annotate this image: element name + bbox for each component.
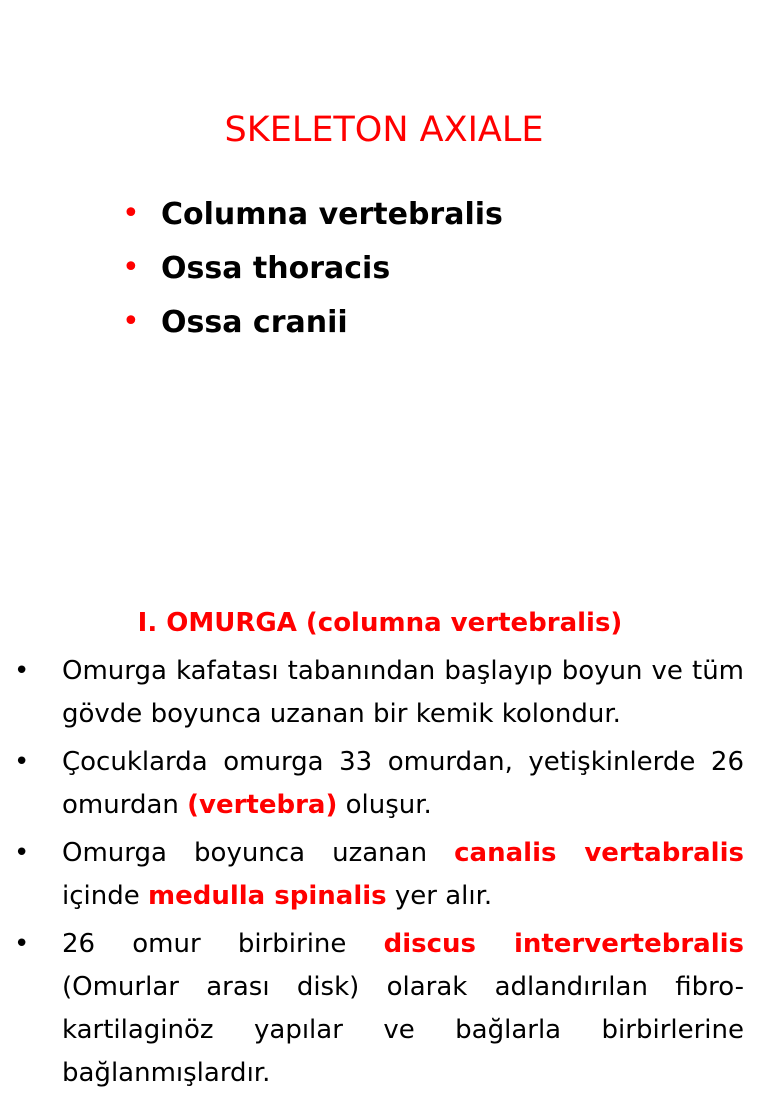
bullet-icon: • <box>122 196 140 231</box>
bullet-icon: • <box>122 304 140 339</box>
paragraph-text: Omurga boyunca uzanan <box>62 838 455 868</box>
slide-title: SKELETON AXIALE <box>224 110 544 150</box>
content-paragraph <box>14 741 744 827</box>
section-title: I. OMURGA (columna vertebralis) <box>137 608 623 638</box>
bullet-icon: • <box>14 656 30 686</box>
bullet-icon: • <box>122 250 140 285</box>
topic-item <box>120 302 503 356</box>
topic-list <box>120 194 503 356</box>
topic-label: Columna vertebralis <box>161 197 503 232</box>
paragraph-text: içinde <box>62 881 148 911</box>
paragraph-text: 26 omur birbirine <box>62 929 384 959</box>
paragraph-text: (Omurlar arası disk) olarak adlandırılan fibro-kartilaginöz yapılar ve bağlarla birbirlerine bağlanmışlardır. <box>62 972 744 1088</box>
content-paragraph <box>14 650 744 736</box>
content-list <box>14 650 744 1100</box>
paragraph-text: yer alır. <box>386 881 493 911</box>
topic-label: Ossa thoracis <box>161 251 391 286</box>
paragraph-text: oluşur. <box>337 790 432 820</box>
topic-item <box>120 194 503 248</box>
bullet-icon: • <box>14 929 30 959</box>
topic-item <box>120 248 503 302</box>
term-canalis-vertabralis: canalis vertabralis <box>454 838 744 868</box>
bullet-icon: • <box>14 747 30 777</box>
topic-label: Ossa cranii <box>161 305 348 340</box>
term-discus-intervertebralis: discus intervertebralis <box>383 929 744 959</box>
paragraph-text: Omurga kafatası tabanından başlayıp boyun ve tüm gövde boyunca uzanan bir kemik kolondur. <box>62 656 744 729</box>
content-paragraph <box>14 832 744 918</box>
paragraph-text: Çocuklarda omurga 33 omurdan, yetişkinlerde 26 omurdan <box>62 747 744 820</box>
term-medulla-spinalis: medulla spinalis <box>148 881 387 911</box>
bullet-icon: • <box>14 838 30 868</box>
content-paragraph <box>14 923 744 1095</box>
term-vertebra: (vertebra) <box>187 790 338 820</box>
